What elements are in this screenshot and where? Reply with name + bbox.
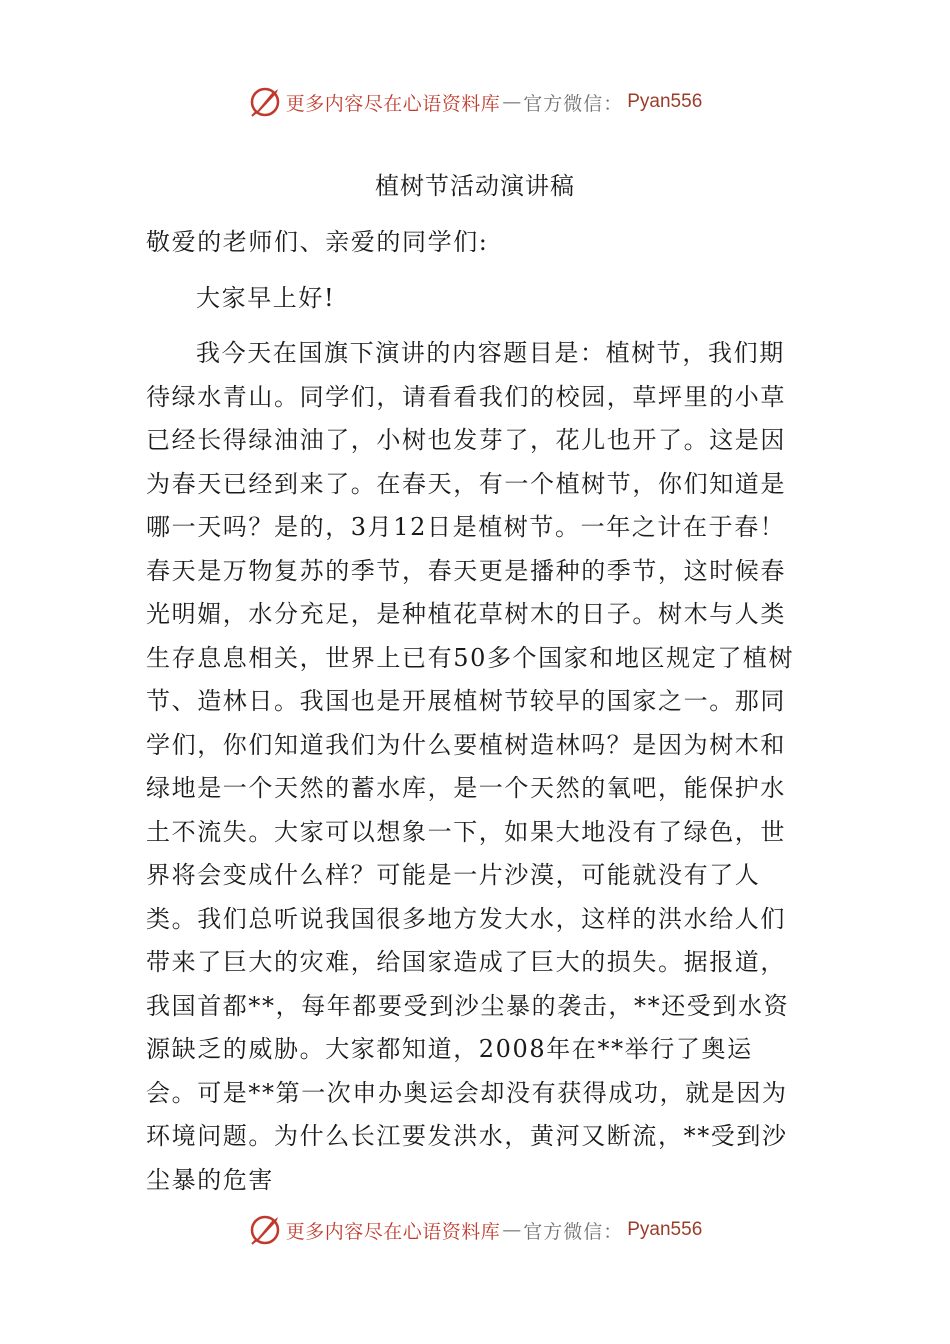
contact-label: 官方微信： (523, 1220, 624, 1243)
contact-id: Pyan556 (627, 1219, 703, 1240)
hello-line: 大家早上好! (196, 283, 336, 312)
greeting: 敬爱的老师们、亲爱的同学们: (146, 228, 489, 256)
header-banner (0, 80, 950, 124)
contact-id: Pyan556 (627, 91, 703, 112)
brand-text: 更多内容尽在心语资料库 (285, 1220, 501, 1243)
document-title: 植树节活动演讲稿 (375, 172, 575, 200)
body-paragraph: 我今天在国旗下演讲的内容题目是：植树节，我们期待绿水青山。同学们，请看看我们的校园，草坪里的小草已经长得绿油油了，小树也发芽了，花儿也开了。这是因为春天已经到来了。在春天，有一个植树节，你们知道是哪一天吗？是的，3月12日是植树节。一年之计在于春！春天是万物复苏的季节，春天更是播种的季节，这时候春光明媚，水分充足，是种植花草树木的日子。树木与人类生存息息相关，世界上已有50多个国家和地区规定了植树节、造林日。我国也是开展植树节较早的国家之一。那同学们，你们知道我们为什么要植树造林吗？是因为树木和绿地是一个天然的蓄水库，是一个天然的氧吧，能保护水土不流失。大家可以想象一下，如果大地没有了绿色，世界将会变成什么样？可能是一片沙漠，可能就没有了人类。我们总听说我国很多地方发大水，这样的洪水给人们带来了巨大的灾难，给国家造成了巨大的损失。据报道，我国首都**，每年都要受到沙尘暴的袭击，**还受到水资源缺乏的威胁。大家都知道，2008年在**举行了奥运会。可是**第一次申办奥运会却没有获得成功，就是因为环境问题。为什么长江要发洪水，黄河又断流，**受到沙尘暴的危害 (146, 339, 795, 1194)
document-body (146, 221, 796, 1202)
footer-banner (0, 1208, 950, 1252)
banner-separator: — (502, 91, 522, 113)
quill-logo-icon (248, 85, 282, 119)
quill-logo-icon (248, 1213, 282, 1247)
banner-separator: — (502, 1219, 522, 1241)
brand-text: 更多内容尽在心语资料库 (285, 92, 501, 115)
contact-label: 官方微信： (523, 92, 624, 115)
